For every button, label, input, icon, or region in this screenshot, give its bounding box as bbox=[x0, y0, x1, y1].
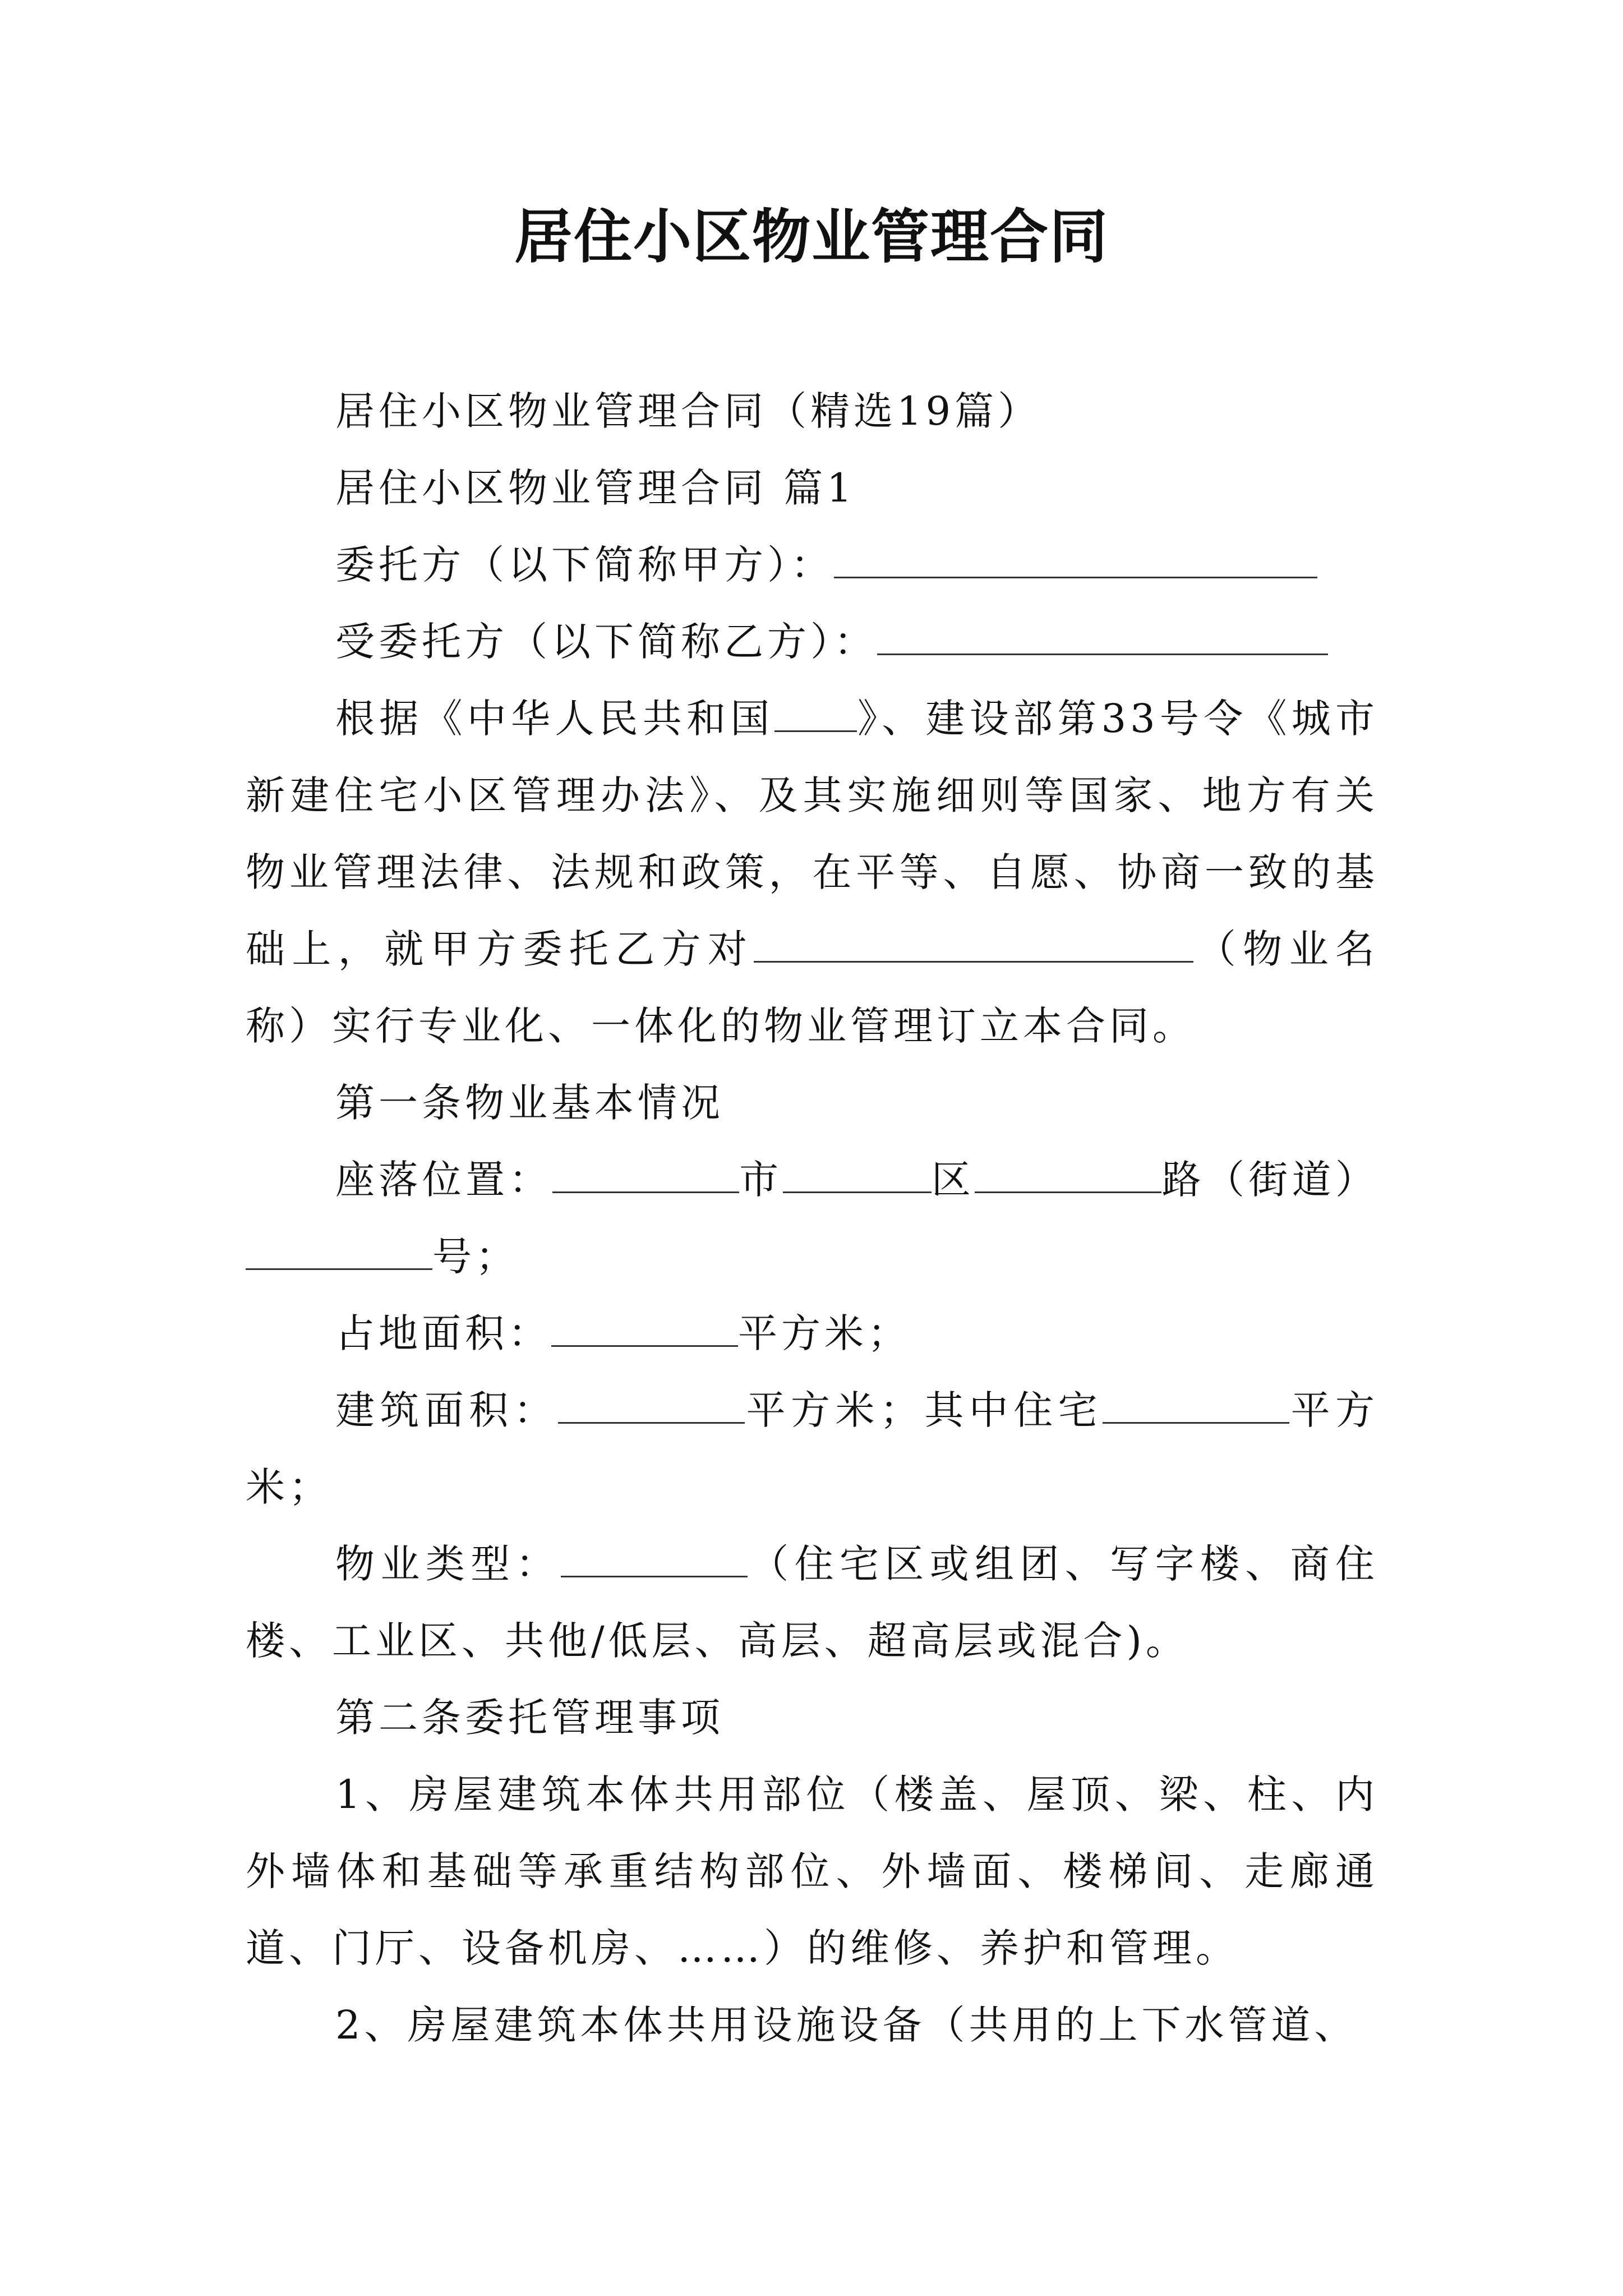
paragraph-land-area bbox=[246, 1295, 1378, 1372]
paragraph-text: 建筑面积： bbox=[335, 1387, 559, 1433]
paragraph-property-type bbox=[246, 1526, 1378, 1680]
paragraph-item-1 bbox=[246, 1756, 1378, 1987]
paragraph-text: 根据《中华人民共和国 bbox=[335, 696, 774, 742]
fill-in-blank[interactable] bbox=[558, 1376, 745, 1424]
paragraph-building-area bbox=[246, 1372, 1378, 1526]
paragraph-text: 平方米； bbox=[246, 1387, 1378, 1510]
paragraph-section-heading bbox=[246, 450, 1378, 527]
paragraph-text: （住宅区或组团、写字楼、商住楼、工业区、共他/低层、高层、超高层或混合)。 bbox=[246, 1541, 1379, 1664]
fill-in-blank[interactable] bbox=[975, 1145, 1161, 1193]
fill-in-blank[interactable] bbox=[246, 1222, 432, 1270]
paragraph-text: 第一条物业基本情况 bbox=[335, 1080, 724, 1126]
paragraph-preamble bbox=[246, 680, 1378, 1065]
paragraph-article-2-heading bbox=[246, 1680, 1378, 1756]
fill-in-blank[interactable] bbox=[551, 1299, 738, 1347]
paragraph-text: 座落位置： bbox=[335, 1157, 552, 1203]
paragraph-text: 2、房屋建筑本体共用设施设备（共用的上下水管道、 bbox=[335, 2002, 1358, 2048]
paragraph-party-a bbox=[246, 527, 1378, 604]
paragraph-text: 占地面积： bbox=[335, 1310, 551, 1356]
paragraph-text: 居住小区物业管理合同 篇1 bbox=[335, 465, 856, 511]
fill-in-blank[interactable] bbox=[754, 915, 1193, 963]
fill-in-blank[interactable] bbox=[877, 608, 1328, 655]
document-body bbox=[246, 373, 1378, 2064]
fill-in-blank[interactable] bbox=[774, 684, 857, 732]
paragraph-text: 受委托方（以下简称乙方）： bbox=[335, 619, 877, 665]
paragraph-party-b bbox=[246, 604, 1378, 680]
paragraph-article-1-heading bbox=[246, 1065, 1378, 1142]
fill-in-blank[interactable] bbox=[561, 1530, 748, 1577]
fill-in-blank[interactable] bbox=[834, 531, 1317, 578]
paragraph-text: （物业名称）实行专业化、一体化的物业管理订立本合同。 bbox=[246, 926, 1379, 1049]
paragraph-subtitle bbox=[246, 373, 1378, 450]
paragraph-location bbox=[246, 1142, 1378, 1295]
paragraph-text: 委托方（以下简称甲方）： bbox=[335, 542, 834, 588]
document-title: 居住小区物业管理合同 bbox=[514, 202, 1109, 271]
fill-in-blank[interactable] bbox=[783, 1145, 932, 1193]
paragraph-text: 路（街道） bbox=[1161, 1157, 1379, 1203]
paragraph-text: 》、建设部第33号令《城市新建住宅小区管理办法》、及其实施细则等国家、地方有关物业管理法律、法规和政策，在平等、自愿、协商一致的基础上，就甲方委托乙方对 bbox=[246, 696, 1379, 972]
fill-in-blank[interactable] bbox=[552, 1145, 739, 1193]
paragraph-item-2 bbox=[246, 1987, 1378, 2064]
paragraph-text: 居住小区物业管理合同（精选19篇） bbox=[335, 388, 1041, 434]
paragraph-text: 平方米；其中住宅 bbox=[745, 1387, 1103, 1433]
paragraph-text: 市 bbox=[739, 1157, 783, 1203]
paragraph-text: 区 bbox=[931, 1157, 975, 1203]
fill-in-blank[interactable] bbox=[1103, 1376, 1289, 1424]
paragraph-text: 第二条委托管理事项 bbox=[335, 1695, 724, 1741]
paragraph-text: 物业类型： bbox=[335, 1541, 561, 1587]
paragraph-text: 平方米； bbox=[738, 1310, 911, 1356]
paragraph-text: 1、房屋建筑本体共用部位（楼盖、屋顶、梁、柱、内外墙体和基础等承重结构部位、外墙面、楼梯间、走廊通道、门厅、设备机房、……）的维修、养护和管理。 bbox=[246, 1772, 1378, 1971]
paragraph-text: 号； bbox=[432, 1234, 519, 1280]
